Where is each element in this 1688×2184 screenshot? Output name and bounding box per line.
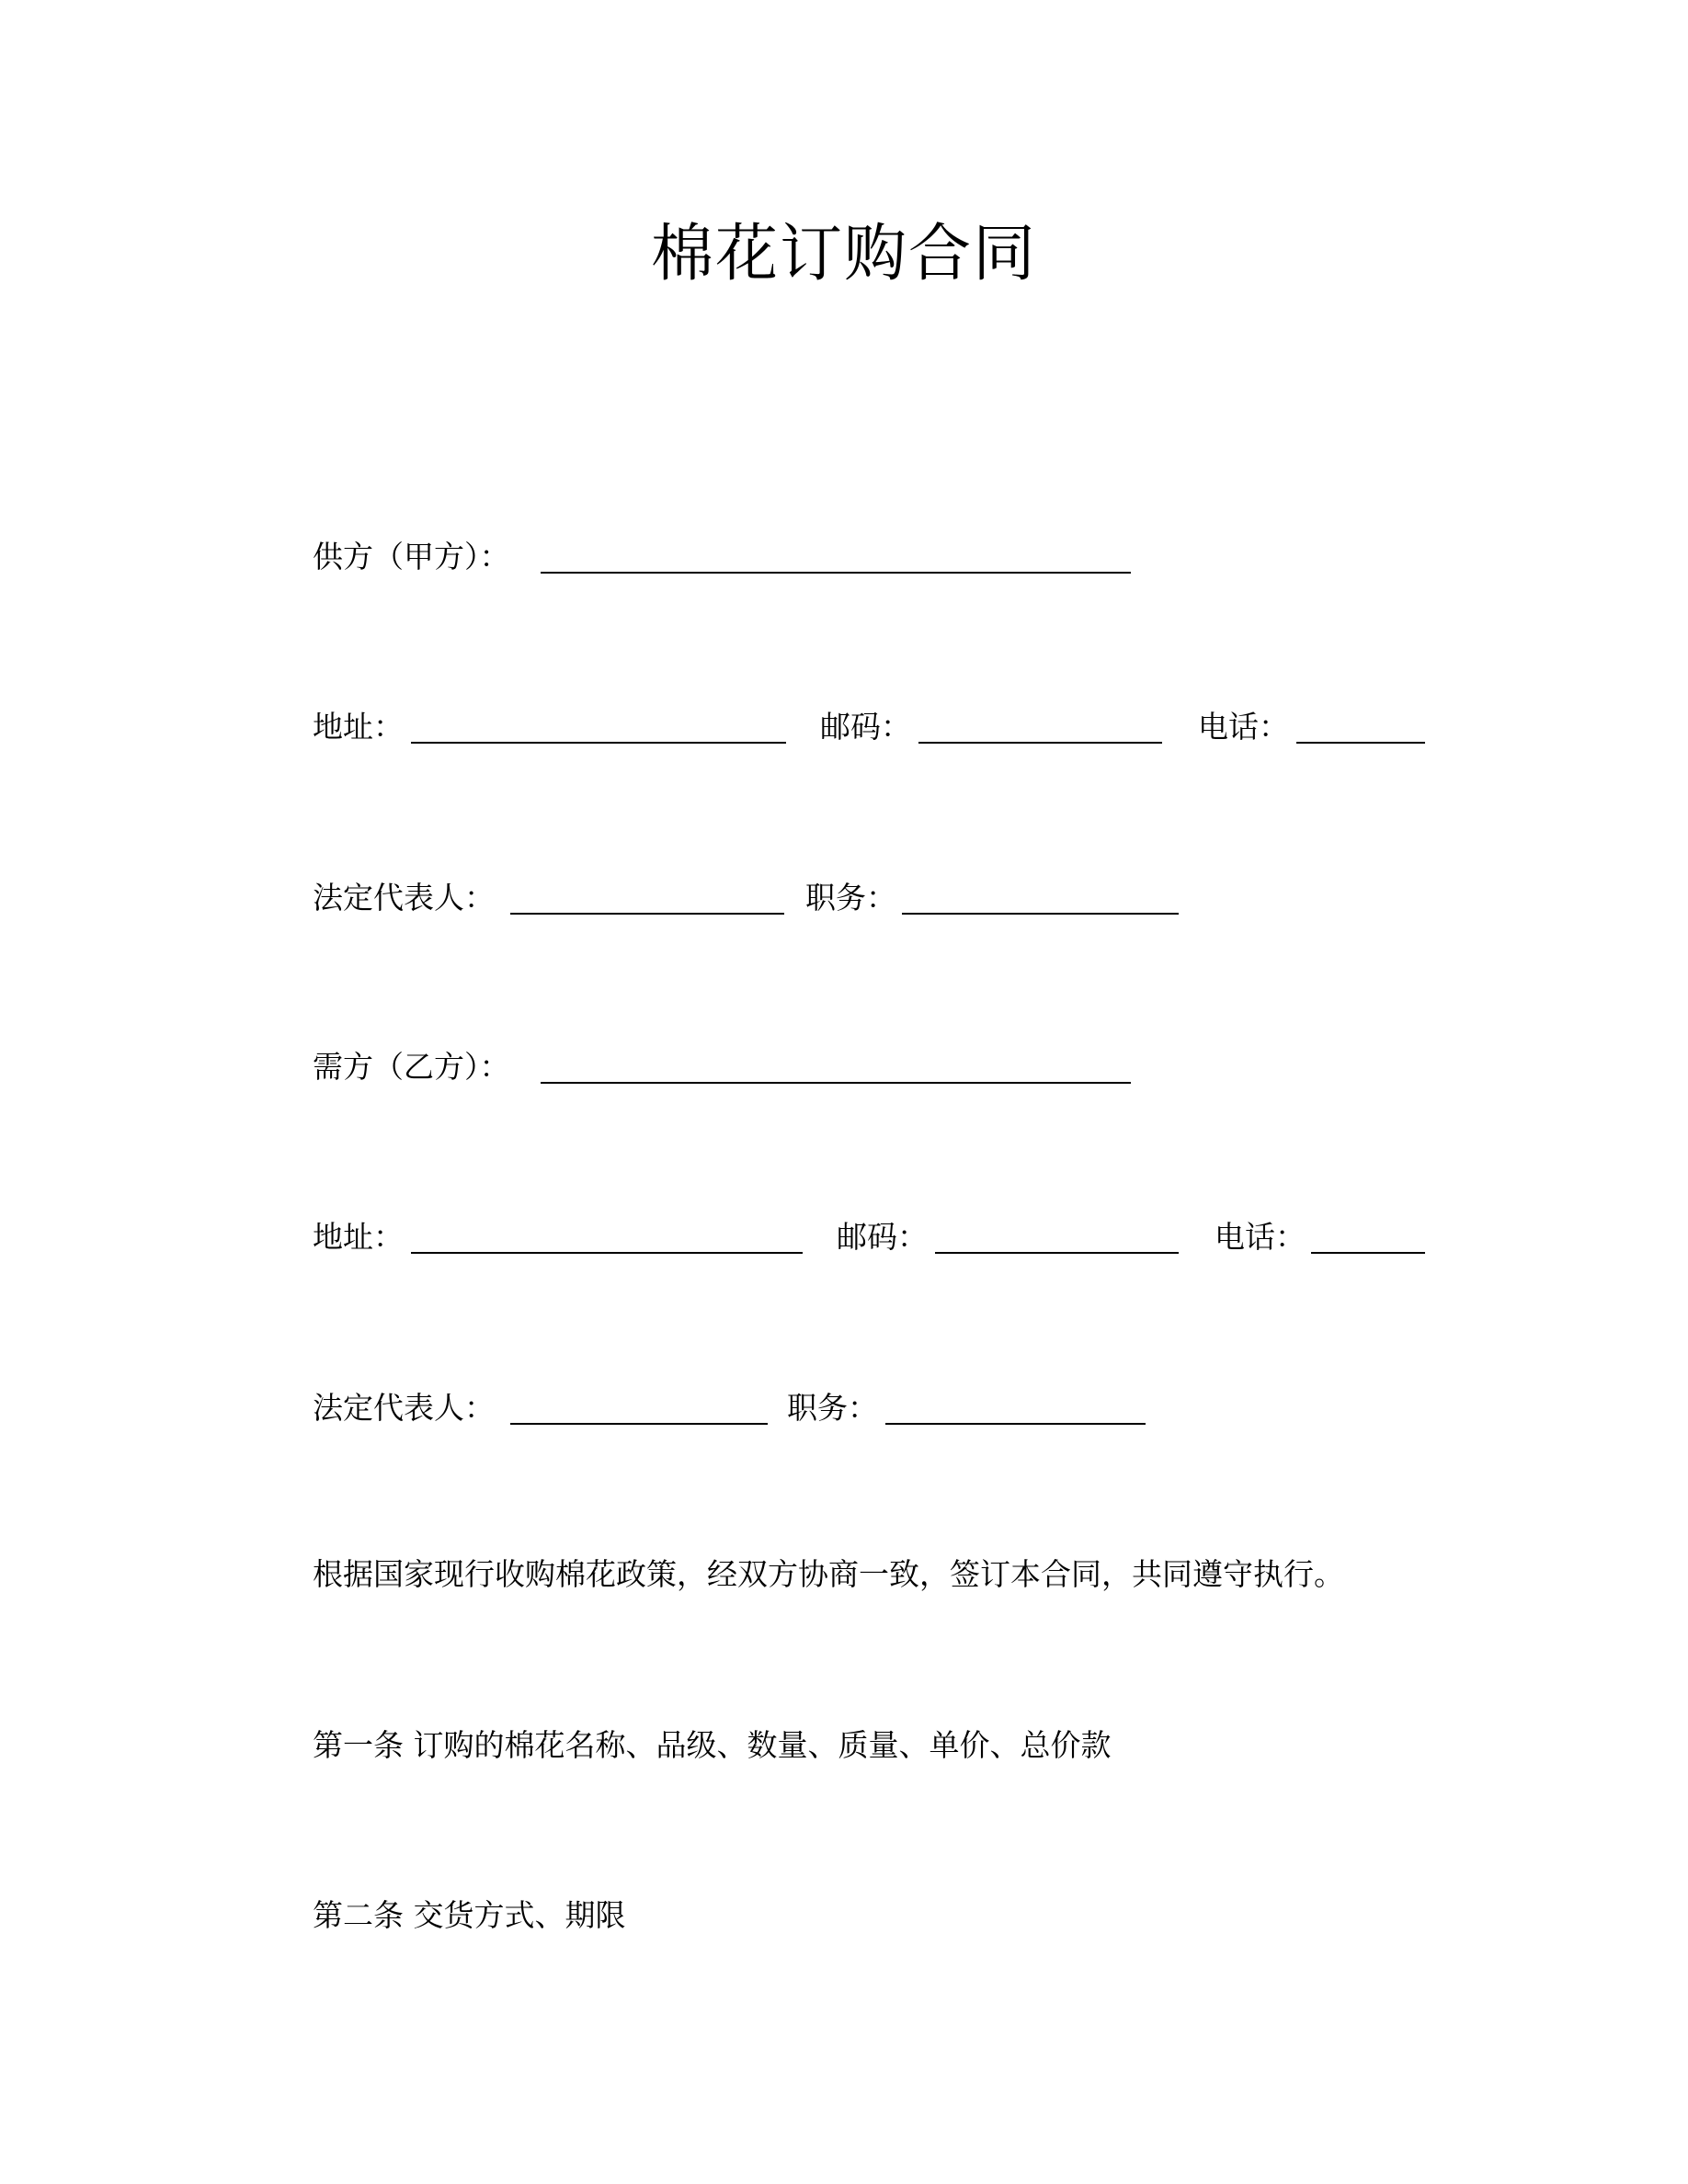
article-1-heading: 第一条 订购的棉花名称、品级、数量、质量、单价、总价款	[313, 1727, 1112, 1763]
buyer-address-field[interactable]	[411, 1252, 803, 1254]
buyer-legal-rep-field[interactable]	[510, 1423, 768, 1425]
buyer-position-field[interactable]	[885, 1423, 1146, 1425]
buyer-address-label: 地址：	[313, 1219, 404, 1255]
supplier-legal-rep-label: 法定代表人：	[313, 880, 495, 916]
supplier-position-label: 职务：	[805, 880, 896, 916]
buyer-phone-field[interactable]	[1311, 1252, 1425, 1254]
buyer-postcode-field[interactable]	[935, 1252, 1179, 1254]
buyer-label: 需方（乙方）：	[313, 1049, 510, 1085]
supplier-name-field[interactable]	[541, 572, 1131, 574]
supplier-address-label: 地址：	[313, 709, 404, 745]
buyer-position-label: 职务：	[787, 1390, 878, 1426]
buyer-name-field[interactable]	[541, 1082, 1131, 1084]
article-2-heading: 第二条 交货方式、期限	[313, 1897, 626, 1933]
supplier-postcode-field[interactable]	[918, 742, 1162, 744]
buyer-phone-label: 电话：	[1215, 1219, 1306, 1255]
supplier-phone-label: 电话：	[1198, 709, 1289, 745]
supplier-phone-field[interactable]	[1296, 742, 1425, 744]
supplier-legal-rep-field[interactable]	[510, 913, 784, 915]
supplier-position-field[interactable]	[902, 913, 1179, 915]
supplier-label: 供方（甲方）：	[313, 539, 510, 574]
preamble-text: 根据国家现行收购棉花政策，经双方协商一致，签订本合同，共同遵守执行。	[313, 1556, 1344, 1592]
supplier-postcode-label: 邮码：	[820, 709, 911, 745]
supplier-address-field[interactable]	[411, 742, 786, 744]
buyer-legal-rep-label: 法定代表人：	[313, 1390, 495, 1426]
buyer-postcode-label: 邮码：	[837, 1219, 928, 1255]
document-title: 棉花订购合同	[650, 218, 1037, 290]
